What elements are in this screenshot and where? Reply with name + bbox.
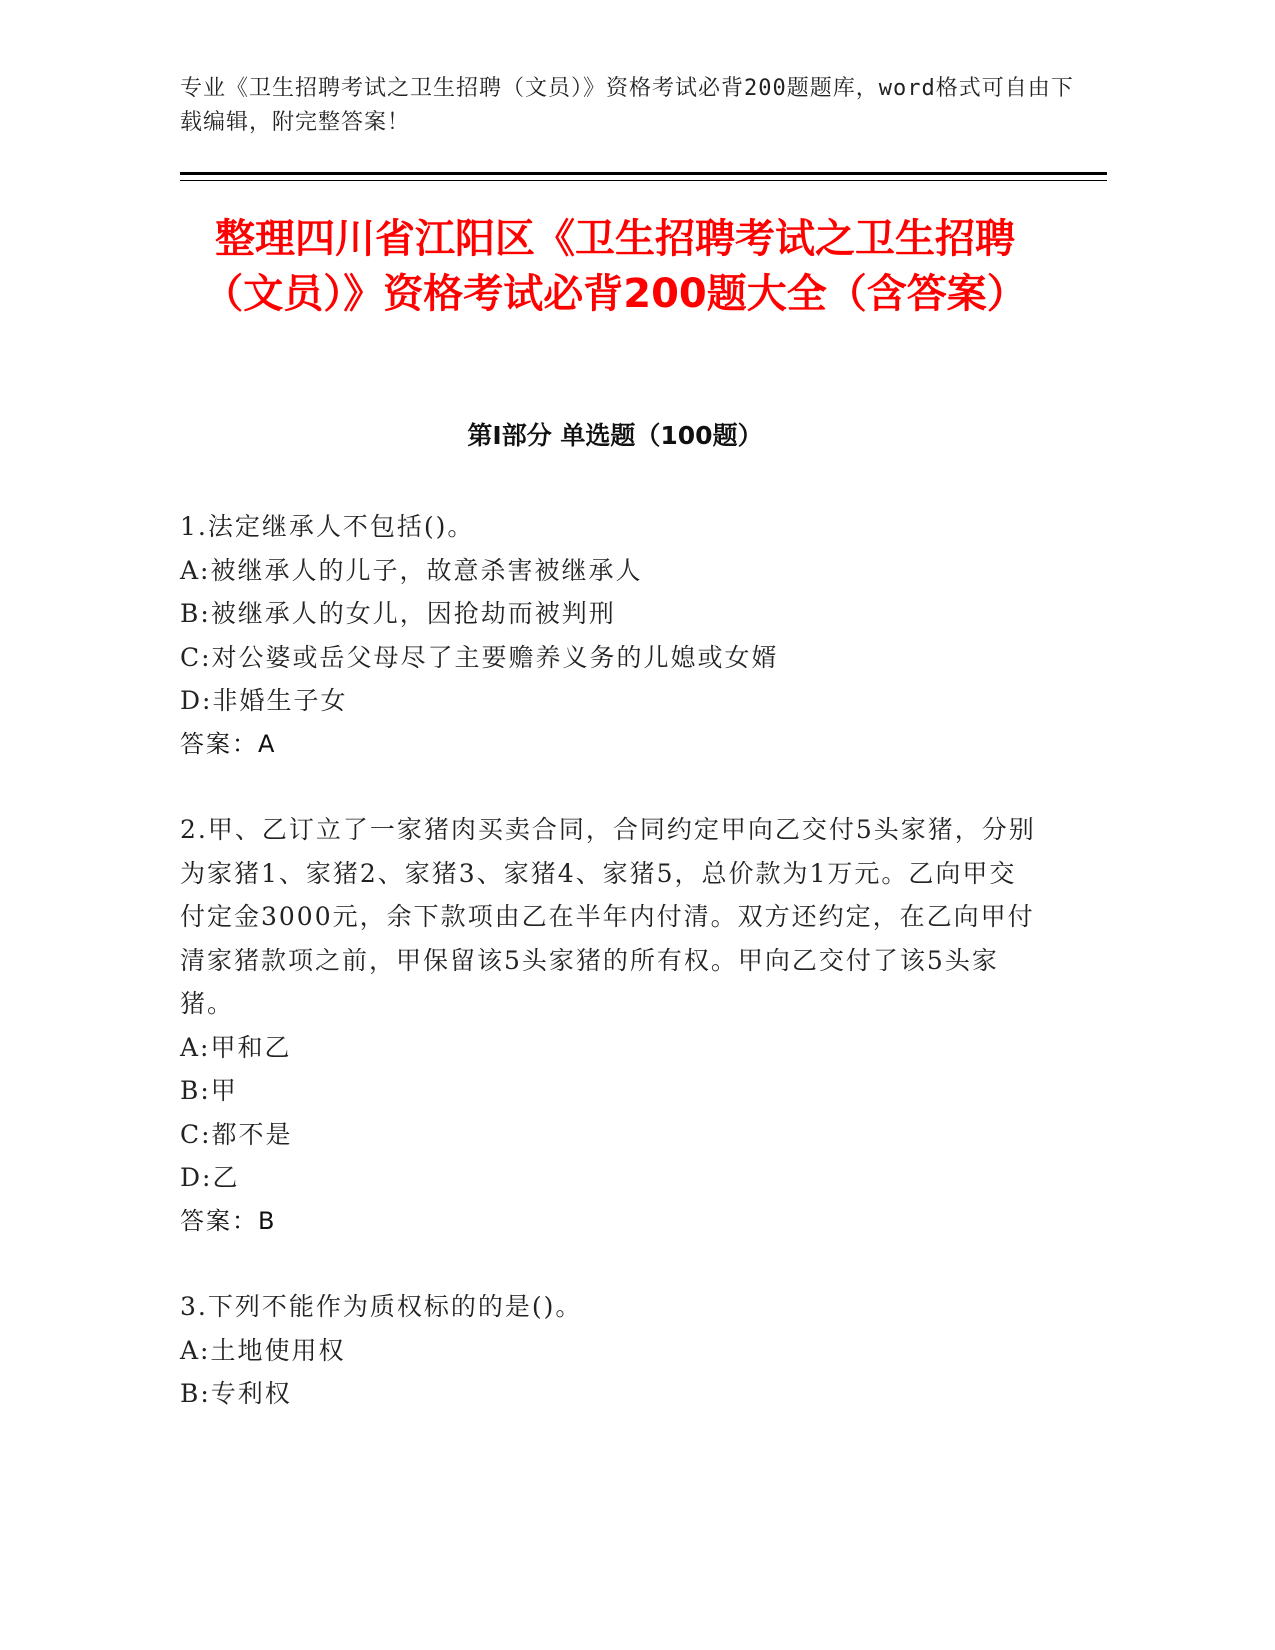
question-1 bbox=[180, 505, 1040, 766]
section-heading: 第I部分 单选题（100题） bbox=[467, 421, 763, 450]
question-list bbox=[180, 505, 1040, 1458]
question-stem: 2.甲、乙订立了一家猪肉买卖合同，合同约定甲向乙交付5头家猪，分别为家猪1、家猪2、家猪3、家猪4、家猪5，总价款为1万元。乙向甲交付定金3000元，余下款项由乙在半年内付清。双方还约定，在乙向甲付清家猪款项之前，甲保留该5头家猪的所有权。甲向乙交付了该5头家猪。 bbox=[180, 815, 1036, 1018]
option-b: B:甲 bbox=[180, 1076, 238, 1105]
header-divider-thin bbox=[180, 180, 1107, 181]
option-d: D:乙 bbox=[180, 1163, 240, 1192]
option-d: D:非婚生子女 bbox=[180, 686, 348, 715]
option-b: B:被继承人的女儿，因抢劫而被判刑 bbox=[180, 599, 616, 628]
header-note: 专业《卫生招聘考试之卫生招聘（文员）》资格考试必背200题题库，word格式可自由下载编辑，附完整答案！ bbox=[180, 76, 1074, 135]
option-c: C:都不是 bbox=[180, 1119, 293, 1149]
option-b: B:专利权 bbox=[180, 1379, 292, 1408]
option-a: A:甲和乙 bbox=[180, 1032, 292, 1062]
question-stem: 3.下列不能作为质权标的的是()。 bbox=[180, 1292, 583, 1321]
option-a: A:被继承人的儿子，故意杀害被继承人 bbox=[180, 555, 643, 585]
question-2 bbox=[180, 808, 1040, 1243]
answer-label: 答案：A bbox=[180, 729, 277, 758]
option-c: C:对公婆或岳父母尽了主要赡养义务的儿媳或女婿 bbox=[180, 642, 779, 672]
document-title: 整理四川省江阳区《卫生招聘考试之卫生招聘（文员）》资格考试必背200题大全（含答案） bbox=[203, 216, 1027, 317]
question-stem: 1.法定继承人不包括()。 bbox=[180, 512, 475, 541]
question-3 bbox=[180, 1285, 1040, 1416]
header-divider-thick bbox=[180, 172, 1107, 175]
option-a: A:土地使用权 bbox=[180, 1335, 346, 1365]
answer-label: 答案：B bbox=[180, 1206, 277, 1235]
